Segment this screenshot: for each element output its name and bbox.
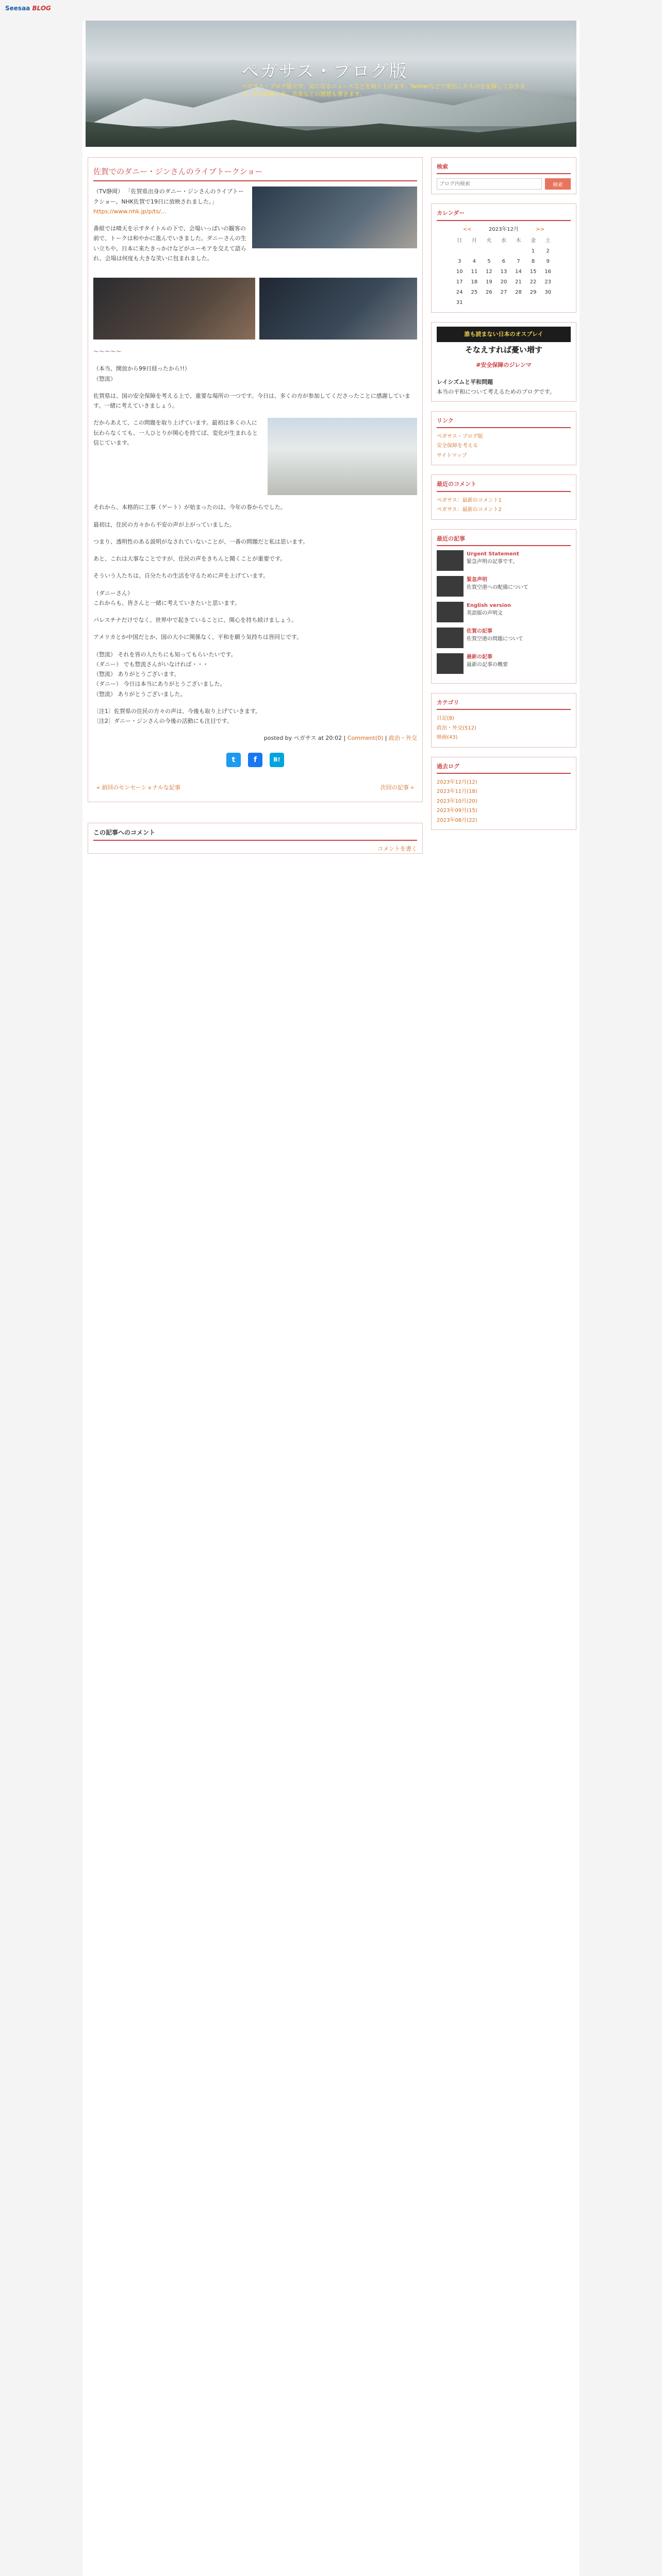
post-meta: posted by ペガサス at 20:02 | Comment(0) | 政治・外交 [263, 735, 417, 742]
comments-section [88, 823, 423, 854]
post-paragraph: それから、本格的に工事（ゲート）が始まったのは、今年の春からでした。 [93, 504, 286, 511]
side-text-title: レイシズムと平和問題 [437, 379, 493, 385]
recent-posts-widget [431, 529, 576, 684]
recent-post-thumbnail [437, 602, 464, 622]
banner-security[interactable]: そなえすれば憂い増す [437, 342, 571, 358]
topbar [0, 0, 662, 21]
banner-osprey[interactable]: 誰も読まない日本のオスプレイ [437, 327, 571, 342]
comment-count-link[interactable]: Comment(0) [347, 735, 384, 742]
category-item[interactable]: 映画(43) [437, 735, 458, 740]
post-paragraph: そういう人たちは、自分たちの生活を守るために声を上げています。 [93, 572, 269, 580]
recent-post-item[interactable]: 緊急声明 佐賀空港への配備について [437, 576, 571, 597]
post-photo [268, 418, 417, 495]
sidebar-link[interactable]: ペガサス・ブログ版 [437, 433, 483, 439]
recent-post-thumbnail [437, 576, 464, 597]
recent-post-thumbnail [437, 653, 464, 674]
recent-post-item[interactable]: English version 英語版の声明文 [437, 602, 571, 622]
post-paragraph: あと、これは大事なことですが、住民の声をきちんと聞くことが重要です。 [93, 555, 286, 562]
post-paragraph: （TV静岡） 「佐賀県出身のダニー・ジンさんのライブトークショー。NHK佐賀で19日に放映されました。」 https://www.nhk.jp/p/ts/... [93, 188, 244, 215]
twitter-share-button[interactable]: t [226, 753, 241, 767]
post-photo [259, 278, 417, 340]
calendar-table: 日 月 火 水 木 金 土 1 2 3 4 5 6 7 8 9 10 11 12 13 14 15 16 17 18 19 20 21 22 23 24 25 26 27 28 29 30 31 [456, 238, 552, 306]
post-paragraph: アメリカとか中国だとか、国の大小に関係なく、平和を願う気持ちは皆同じです。 [93, 634, 303, 641]
categories-title: カテゴリ [437, 698, 571, 710]
sidebar-link[interactable]: 安全保障を考える [437, 443, 478, 449]
post-title[interactable]: 佐賀でのダニー・ジンさんのライブトークショー [93, 165, 417, 181]
comment-link[interactable]: ペガサス：最新のコメント2 [437, 507, 502, 513]
calendar-next-link[interactable]: >> [536, 226, 545, 232]
links-title: リンク [437, 416, 571, 428]
calendar-prev-link[interactable]: << [462, 226, 472, 232]
post-paragraph: 佐賀県は、国の安全保障を考える上で、重要な場所の一つです。今日は、多くの方が参加してくださったことに感謝しています。一緒に考えていきましょう。 [93, 392, 410, 409]
post-photo [252, 187, 417, 248]
calendar-month: 2023年12月 [488, 226, 519, 232]
search-button[interactable]: 検索 [545, 178, 571, 190]
categories-widget [431, 693, 576, 748]
main-column [88, 157, 423, 854]
write-comment-link[interactable]: コメントを書く [377, 845, 417, 852]
post-pager [93, 783, 417, 792]
calendar-widget [431, 204, 576, 313]
recent-post-item[interactable]: 最新の記事 最新の記事の概要 [437, 653, 571, 674]
post-separator: 〜〜〜〜〜 [93, 348, 122, 355]
post-paragraph: 最初は、住民の方々から不安の声が上がっていました。 [93, 521, 235, 528]
links-widget [431, 411, 576, 466]
post-paragraph: パレスチナだけでなく、世界中で起きていることに、関心を持ち続けましょう。 [93, 617, 297, 623]
post-paragraph: （惣流） [93, 375, 116, 382]
archive-month[interactable]: 2023年11月(18) [437, 789, 477, 795]
seesaa-logo[interactable]: Seesaa BLOG [5, 5, 51, 12]
recent-posts-title: 最近の記事 [437, 534, 571, 546]
sidebar-link[interactable]: サイトマップ [437, 452, 467, 459]
recent-post-thumbnail [437, 550, 464, 571]
sidebar [431, 157, 576, 839]
archive-title: 過去ログ [437, 761, 571, 774]
footnote: 〔注2〕ダニー・ジンさんの今後の活動にも注目です。 [93, 718, 233, 724]
post-photo [93, 278, 255, 340]
recent-post-thumbnail [437, 628, 464, 648]
post-paragraph: （ダニーさん） [93, 589, 133, 597]
side-text-body: 本当の平和について考えるためのブログです。 [437, 388, 555, 396]
banner-hashtag[interactable]: #安全保障のジレンマ [437, 358, 571, 373]
hatena-bookmark-button[interactable]: B! [270, 753, 284, 767]
category-link[interactable]: 政治・外交 [389, 735, 417, 742]
calendar-title: カレンダー [437, 208, 571, 221]
banner-widget [431, 322, 576, 402]
post-paragraph: だからあえて、この問題を取り上げています。最初は多くの人に伝わらなくても、一人ひとりが関心を持てば、変化が生まれると信じています。 [93, 419, 258, 446]
search-input[interactable] [437, 178, 542, 190]
facebook-share-button[interactable]: f [248, 753, 262, 767]
blog-tagline: ペガサス・ブログ版です。気になるニュースなどを取り上げます。Twitterなどで発信したものを記録しておきます。時々映画や本、音楽などの感想も書きます。 [241, 83, 526, 98]
recent-post-item[interactable]: Urgent Statement 緊急声明の記事です。 [437, 550, 571, 571]
archive-month[interactable]: 2023年09月(15) [437, 808, 477, 814]
archive-widget [431, 757, 576, 831]
next-post-link[interactable]: 次回の記事 » [380, 784, 414, 791]
dialogue: （惣流） それを皆の人たちにも知ってもらいたいです。 （ダニー） でも惣流さんがいなければ・・・ （惣流） ありがとうございます。 （ダニー） 今日は本当にありがとうございました。 （惣流） ありがとうございました。 [93, 651, 237, 698]
search-title: 検索 [437, 162, 571, 174]
post-paragraph: これからも、皆さんと一緒に考えていきたいと思います。 [93, 599, 241, 606]
archive-month[interactable]: 2023年12月(12) [437, 779, 477, 785]
post-paragraph: つまり、透明性のある説明がなされていないことが、一番の問題だと私は思います。 [93, 538, 309, 545]
search-widget [431, 157, 576, 194]
post-paragraph: （本当、開放から99日経ったから!!） [93, 365, 190, 372]
recent-post-item[interactable]: 佐賀の記事 佐賀空港の問題について [437, 628, 571, 648]
blog-title[interactable]: ペガサス・ブログ版 [241, 61, 408, 82]
category-item[interactable]: 政治・外交(512) [437, 725, 476, 731]
archive-month[interactable]: 2023年08月(22) [437, 817, 477, 823]
archive-month[interactable]: 2023年10月(20) [437, 798, 477, 804]
latest-comments-title: 最近のコメント [437, 479, 571, 492]
article [88, 157, 423, 802]
category-item[interactable]: 日記(8) [437, 716, 455, 721]
share-bar [93, 753, 417, 767]
post-paragraph: 番組では晴天を示すタイトルの下で、会場いっぱいの観客の前で、トークは和やかに進んでいきました。ダニーさんの生い立ちや、日本に来たきっかけなどがユーモアを交えて語られ、会場は何度も大きな笑いに包まれました。 [93, 225, 246, 262]
source-link[interactable]: https://www.nhk.jp/p/ts/... [93, 208, 167, 215]
blog-header [86, 21, 576, 147]
page-wrapper [82, 21, 580, 2576]
latest-comments-widget [431, 474, 576, 519]
footnote: 〔注1〕佐賀県の住民の方々の声は、今後も取り上げていきます。 [93, 707, 261, 715]
comments-heading: この記事へのコメント [93, 827, 417, 841]
comment-link[interactable]: ペガサス：最新のコメント1 [437, 497, 502, 503]
prev-post-link[interactable]: « 前回のセンセーショナルな記事 [96, 784, 180, 791]
